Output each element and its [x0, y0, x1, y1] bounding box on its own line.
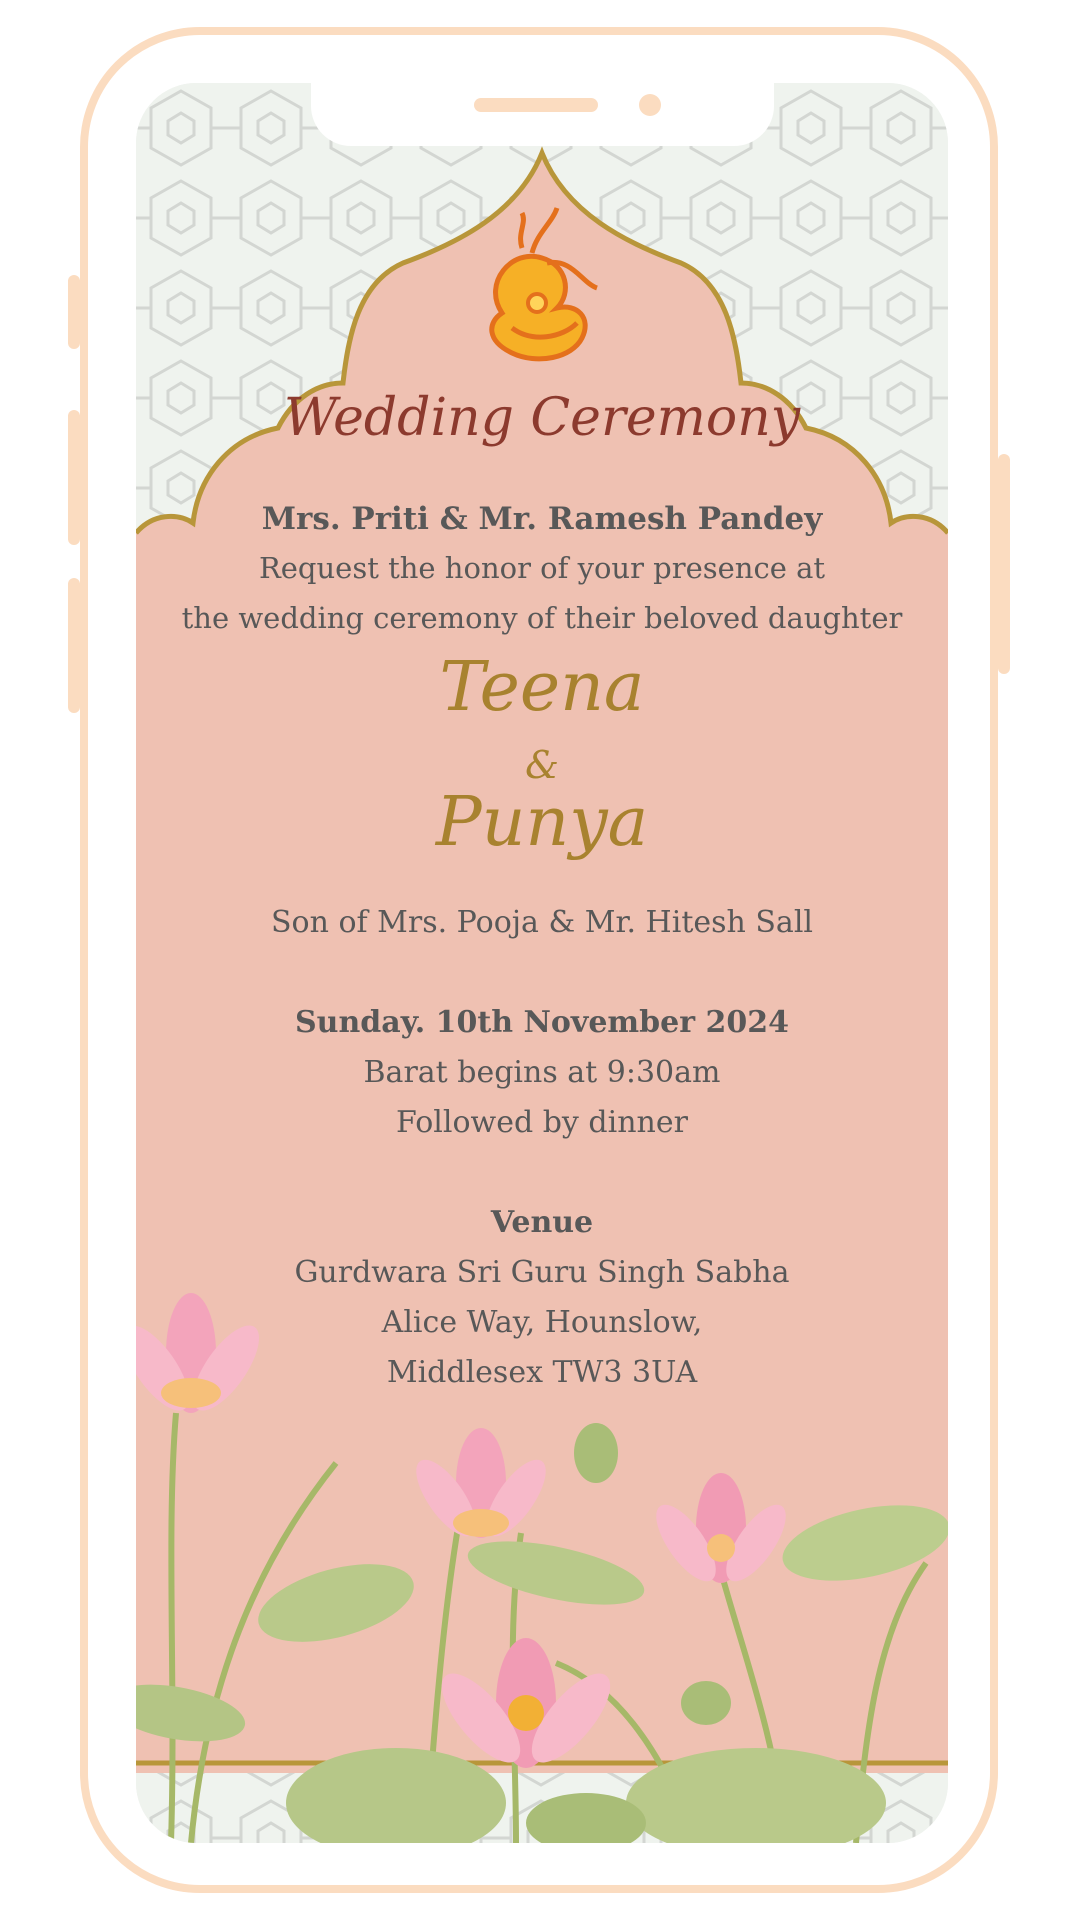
- hosts-names: Mrs. Priti & Mr. Ramesh Pandey: [261, 501, 823, 537]
- request-line-1: Request the honor of your presence at: [258, 551, 826, 585]
- barat-time: Barat begins at 9:30am: [363, 1055, 721, 1090]
- ampersand: &: [525, 743, 559, 787]
- ceremony-title: Wedding Ceremony: [283, 388, 801, 448]
- phone-side-button: [68, 275, 80, 349]
- phone-camera: [639, 94, 661, 116]
- card-artwork: [136, 83, 948, 1843]
- groom-parents: Son of Mrs. Pooja & Mr. Hitesh Sall: [270, 905, 814, 940]
- event-date: Sunday. 10th November 2024: [295, 1005, 789, 1040]
- followed-by-dinner: Followed by dinner: [396, 1105, 688, 1140]
- phone-notch: [311, 83, 774, 146]
- phone-power-button: [998, 454, 1010, 674]
- venue-line-1: Gurdwara Sri Guru Singh Sabha: [294, 1255, 790, 1290]
- request-line-2: the wedding ceremony of their beloved daughter: [181, 601, 903, 635]
- phone-volume-down-button: [68, 578, 80, 713]
- bride-name: Teena: [439, 648, 645, 727]
- venue-line-2: Alice Way, Hounslow,: [381, 1305, 703, 1340]
- venue-heading: Venue: [490, 1205, 594, 1240]
- phone-speaker: [474, 98, 598, 112]
- groom-name: Punya: [435, 783, 649, 862]
- invitation-card: [136, 83, 948, 1843]
- venue-line-3: Middlesex TW3 3UA: [386, 1355, 698, 1390]
- phone-volume-up-button: [68, 410, 80, 545]
